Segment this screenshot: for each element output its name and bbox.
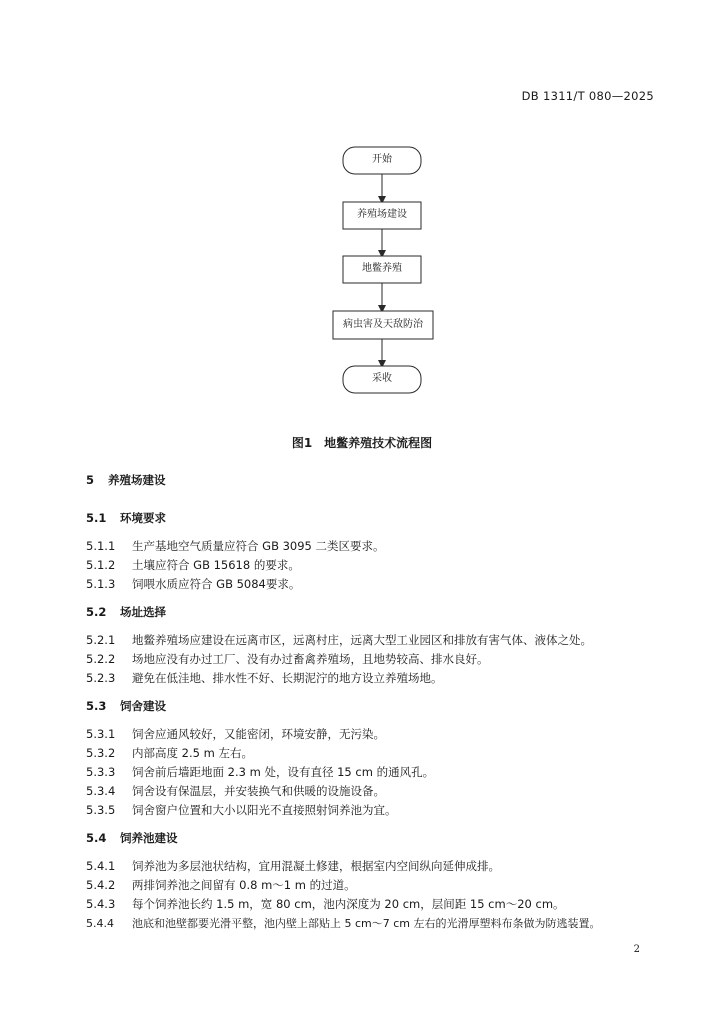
flow-end-label: 采收 — [372, 373, 392, 384]
flow-step3-label: 病虫害及天敌防治 — [343, 319, 423, 330]
clause-5-3-3 — [86, 764, 434, 780]
clause-number: 5.1.2 — [86, 558, 116, 572]
clause-text: 饲喂水质应符合 GB 5084要求。 — [132, 577, 301, 591]
clause-5-2-3 — [86, 670, 443, 686]
section-number: 5 — [86, 473, 95, 487]
clause-5-1-3 — [86, 576, 300, 592]
clause-number: 5.3.4 — [86, 784, 116, 798]
clause-text: 两排饲养池之间留有 0.8 m～1 m 的过道。 — [132, 878, 356, 892]
clause-text: 地鳖养殖场应建设在远离市区，远离村庄，远离大型工业园区和排放有害气体、液体之处。 — [132, 633, 592, 647]
clause-5-2-2 — [86, 651, 489, 667]
clause-5-3-4 — [86, 783, 385, 799]
clause-5-3-2 — [86, 745, 253, 761]
clause-5-1-1 — [86, 538, 385, 554]
flow-step2-label: 地鳖养殖 — [362, 263, 402, 274]
section-heading-5-4 — [86, 830, 178, 846]
clause-5-4-2 — [86, 877, 356, 893]
clause-5-4-4 — [86, 915, 601, 931]
clause-number: 5.4.3 — [86, 897, 116, 911]
clause-number: 5.4.1 — [86, 859, 116, 873]
section-heading-5-1 — [86, 510, 166, 526]
clause-5-1-2 — [86, 557, 300, 573]
clause-text: 饲舍应通风较好，又能密闭，环境安静，无污染。 — [132, 727, 385, 741]
clause-number: 5.2.3 — [86, 671, 116, 685]
clause-number: 5.3.5 — [86, 803, 116, 817]
section-title: 场址选择 — [120, 605, 166, 619]
section-number: 5.2 — [86, 605, 107, 619]
clause-text: 饲舍窗户位置和大小以阳光不直接照射饲养池为宜。 — [132, 803, 397, 817]
page-number: 2 — [633, 944, 640, 955]
clause-text: 饲养池为多层池状结构，宜用混凝土修建，根据室内空间纵向延伸成排。 — [132, 859, 500, 873]
clause-text: 饲舍设有保温层，并安装换气和供暖的设施设备。 — [132, 784, 385, 798]
clause-text: 内部高度 2.5 m 左右。 — [132, 746, 253, 760]
clause-number: 5.1.3 — [86, 577, 116, 591]
clause-number: 5.1.1 — [86, 539, 116, 553]
clause-text: 场地应没有办过工厂、没有办过畜禽养殖场，且地势较高、排水良好。 — [132, 652, 489, 666]
clause-5-4-1 — [86, 858, 500, 874]
clause-5-3-5 — [86, 802, 397, 818]
clause-number: 5.3.1 — [86, 727, 116, 741]
section-title: 饲养池建设 — [120, 831, 178, 845]
clause-number: 5.4.2 — [86, 878, 116, 892]
clause-number: 5.2.1 — [86, 633, 116, 647]
clause-number: 5.2.2 — [86, 652, 116, 666]
section-number: 5.3 — [86, 699, 107, 713]
clause-number: 5.3.3 — [86, 765, 116, 779]
section-heading-5-2 — [86, 604, 166, 620]
section-title: 环境要求 — [120, 511, 166, 525]
clause-text: 生产基地空气质量应符合 GB 3095 二类区要求。 — [132, 539, 385, 553]
section-number: 5.4 — [86, 831, 107, 845]
document-code: DB 1311/T 080—2025 — [521, 89, 654, 103]
section-title: 饲舍建设 — [120, 699, 166, 713]
section-number: 5.1 — [86, 511, 107, 525]
clause-number: 5.4.4 — [86, 917, 114, 930]
flow-start-label: 开始 — [372, 154, 392, 165]
clause-5-3-1 — [86, 726, 385, 742]
section-heading-5 — [86, 472, 166, 488]
section-heading-5-3 — [86, 698, 166, 714]
clause-5-4-3 — [86, 896, 565, 912]
clause-number: 5.3.2 — [86, 746, 116, 760]
clause-text: 池底和池壁都要光滑平整，池内壁上部贴上 5 cm～7 cm 左右的光滑厚塑料布条做为防逃装置。 — [132, 917, 601, 930]
figure-caption: 图1 地鳖养殖技术流程图 — [291, 436, 433, 450]
clause-text: 饲舍前后墙距地面 2.3 m 处，设有直径 15 cm 的通风孔。 — [132, 765, 435, 779]
clause-5-2-1 — [86, 632, 592, 648]
section-title: 养殖场建设 — [108, 473, 166, 487]
flow-step1-label: 养殖场建设 — [357, 209, 407, 220]
clause-text: 土壤应符合 GB 15618 的要求。 — [132, 558, 300, 572]
clause-text: 避免在低洼地、排水性不好、长期泥泞的地方设立养殖场地。 — [132, 671, 443, 685]
clause-text: 每个饲养池长约 1.5 m，宽 80 cm，池内深度为 20 cm，层间距 15 cm～20 cm。 — [132, 897, 565, 911]
